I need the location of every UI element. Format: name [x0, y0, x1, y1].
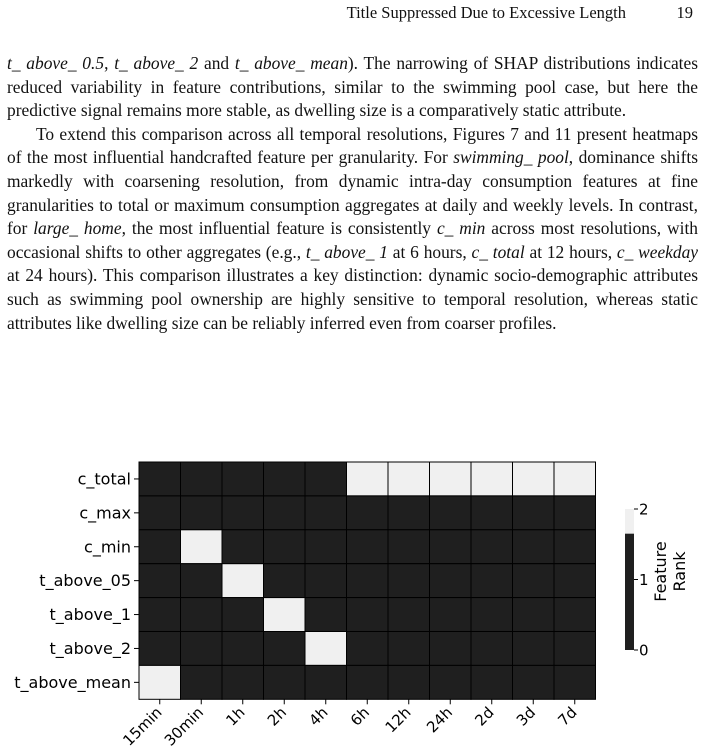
italic-term: t_ above_ 1: [305, 241, 388, 262]
row-label: t_above_mean: [14, 672, 131, 692]
paragraph-2: [7, 123, 698, 335]
heatmap-cell: [388, 496, 430, 530]
text-run: ). The narrowing of SHAP distributions indicates reduced variability in feature contributions, similar to the swimming pool case, but here the predictive signal remains more stable, as dwelling size is a comparatively static attribute.: [7, 53, 698, 121]
text-run: , the most influential feature is consistently: [121, 218, 437, 239]
heatmap-cell: [264, 632, 306, 666]
heatmap-cell: [139, 598, 181, 632]
column-label: 30min: [160, 703, 208, 750]
paragraph-1: [7, 52, 698, 123]
heatmap-cell: [181, 632, 223, 666]
italic-term: t_ above_ 2: [114, 53, 199, 73]
colorbar-tick-label: 2: [639, 500, 649, 519]
heatmap-cell: [471, 665, 513, 699]
column-label: 4h: [305, 703, 332, 730]
column-label: 15min: [119, 703, 166, 750]
heatmap-cell: [471, 462, 513, 496]
heatmap-cell: [264, 598, 306, 632]
heatmap-cell: [388, 665, 430, 699]
heatmap-cell: [513, 665, 555, 699]
heatmap-cell: [305, 598, 347, 632]
text-run: at 24 hours). This comparison illustrates a key distinction: dynamic socio-demographic attributes such as swimming pool ownership are highly sensitive to temporal resolution, whereas static attributes like dwelling size can be reliably inferred even from coarser profiles.: [7, 265, 698, 333]
column-label: 12h: [381, 703, 415, 737]
heatmap-cell: [264, 665, 306, 699]
heatmap-cell: [181, 530, 223, 564]
heatmap-cell: [305, 665, 347, 699]
heatmap-cell: [388, 564, 430, 598]
heatmap-cell: [347, 462, 389, 496]
heatmap-cell: [139, 530, 181, 564]
column-label: 7d: [554, 703, 581, 730]
heatmap-cell: [347, 598, 389, 632]
colorbar-label-line: Feature: [651, 541, 670, 602]
colorbar-tick-label: 0: [639, 641, 649, 660]
heatmap-cell: [430, 632, 472, 666]
heatmap-cell: [430, 564, 472, 598]
heatmap-cell: [554, 564, 596, 598]
heatmap-cell: [513, 462, 555, 496]
heatmap-cell: [139, 564, 181, 598]
heatmap-cell: [554, 632, 596, 666]
heatmap-cell: [347, 496, 389, 530]
heatmap-cell: [139, 496, 181, 530]
column-label: 6h: [346, 703, 374, 730]
heatmap-cell: [222, 665, 264, 699]
heatmap-cell: [471, 530, 513, 564]
column-label: 24h: [423, 703, 457, 737]
heatmap-cell: [347, 564, 389, 598]
heatmap-cell: [347, 530, 389, 564]
heatmap-cell: [513, 564, 555, 598]
heatmap-cells: [139, 462, 596, 699]
heatmap-cell: [388, 632, 430, 666]
heatmap-cell: [513, 496, 555, 530]
heatmap-cell: [305, 564, 347, 598]
heatmap-cell: [347, 665, 389, 699]
colorbar-tick-label: 1: [639, 571, 649, 589]
running-title: Title Suppressed Due to Excessive Length: [346, 3, 626, 22]
colorbar-low-band: [625, 534, 634, 650]
text-run: at 6 hours,: [387, 241, 472, 262]
heatmap-cell: [471, 564, 513, 598]
colorbar-high-band: [625, 509, 634, 534]
heatmap-cell: [388, 462, 430, 496]
row-label: t_above_05: [39, 571, 131, 591]
column-label: 1h: [222, 703, 249, 730]
heatmap-cell: [222, 462, 264, 496]
heatmap-cell: [222, 564, 264, 598]
heatmap-cell: [139, 665, 181, 699]
text-run: ,: [104, 53, 115, 73]
heatmap-cell: [388, 530, 430, 564]
heatmap-cell: [305, 462, 347, 496]
heatmap-cell: [139, 462, 181, 496]
heatmap-cell: [513, 598, 555, 632]
text-run: To extend this comparison across all temporal resolutions, Figures 7 and 11 present heatmaps of the most influential handcrafted feature per granularity. For: [7, 123, 698, 168]
page-number: 19: [676, 3, 693, 22]
heatmap-cell: [430, 665, 472, 699]
heatmap-cell: [222, 598, 264, 632]
heatmap-cell: [305, 496, 347, 530]
heatmap-cell: [471, 632, 513, 666]
text-run: across most resolutions, with occasional shifts to other aggregates (e.g.,: [7, 218, 698, 262]
heatmap-cell: [430, 496, 472, 530]
heatmap-cell: [264, 496, 306, 530]
colorbar-label: [651, 541, 689, 601]
heatmap-cell: [264, 564, 306, 598]
column-label: 2d: [471, 703, 498, 730]
colorbar: [625, 501, 689, 660]
row-label: t_above_2: [49, 638, 131, 658]
column-labels: [119, 699, 580, 749]
row-label: c_total: [77, 469, 131, 489]
heatmap-cell: [222, 496, 264, 530]
heatmap-cell: [181, 665, 223, 699]
heatmap-cell: [430, 598, 472, 632]
text-run: and: [198, 53, 235, 73]
text-run: , dominance shifts markedly with coarsening resolution, from dynamic intra-day consumption features at fine granularities to total or maximum consumption aggregates at daily and weekly levels. In contrast, for: [7, 147, 699, 239]
italic-term: c_ min: [436, 218, 486, 239]
heatmap-cell: [554, 496, 596, 530]
row-label: t_above_1: [49, 605, 131, 625]
heatmap-cell: [181, 598, 223, 632]
heatmap-cell: [513, 530, 555, 564]
italic-term: c_ total: [471, 241, 525, 262]
heatmap-cell: [139, 632, 181, 666]
rank-heatmap-figure: [0, 452, 704, 754]
running-header: [0, 3, 698, 25]
heatmap-cell: [513, 632, 555, 666]
heatmap-cell: [554, 598, 596, 632]
heatmap-cell: [305, 632, 347, 666]
italic-term: large_ home: [33, 218, 122, 239]
body-text: [7, 52, 698, 335]
row-label: c_max: [79, 503, 131, 523]
row-labels: [14, 469, 139, 692]
heatmap-cell: [347, 632, 389, 666]
heatmap-cell: [554, 530, 596, 564]
heatmap-cell: [264, 462, 306, 496]
heatmap-cell: [471, 598, 513, 632]
italic-term: t_ above_ mean: [234, 53, 348, 73]
italic-term: swimming_ pool: [453, 147, 569, 168]
italic-term: t_ above_ 0.5: [7, 53, 105, 73]
heatmap-cell: [388, 598, 430, 632]
row-label: c_min: [84, 537, 131, 557]
heatmap-cell: [222, 632, 264, 666]
heatmap-cell: [554, 462, 596, 496]
heatmap-cell: [305, 530, 347, 564]
heatmap-cell: [181, 462, 223, 496]
column-label: 2h: [263, 703, 291, 730]
heatmap-cell: [181, 564, 223, 598]
heatmap-cell: [181, 496, 223, 530]
heatmap-cell: [430, 530, 472, 564]
italic-term: c_ weekday: [616, 241, 698, 262]
text-run: at 12 hours,: [524, 241, 617, 262]
column-label: 3d: [512, 703, 540, 730]
heatmap-cell: [430, 462, 472, 496]
heatmap-cell: [264, 530, 306, 564]
colorbar-label-line: Rank: [670, 551, 689, 592]
heatmap-cell: [471, 496, 513, 530]
heatmap-cell: [222, 530, 264, 564]
heatmap-cell: [554, 665, 596, 699]
